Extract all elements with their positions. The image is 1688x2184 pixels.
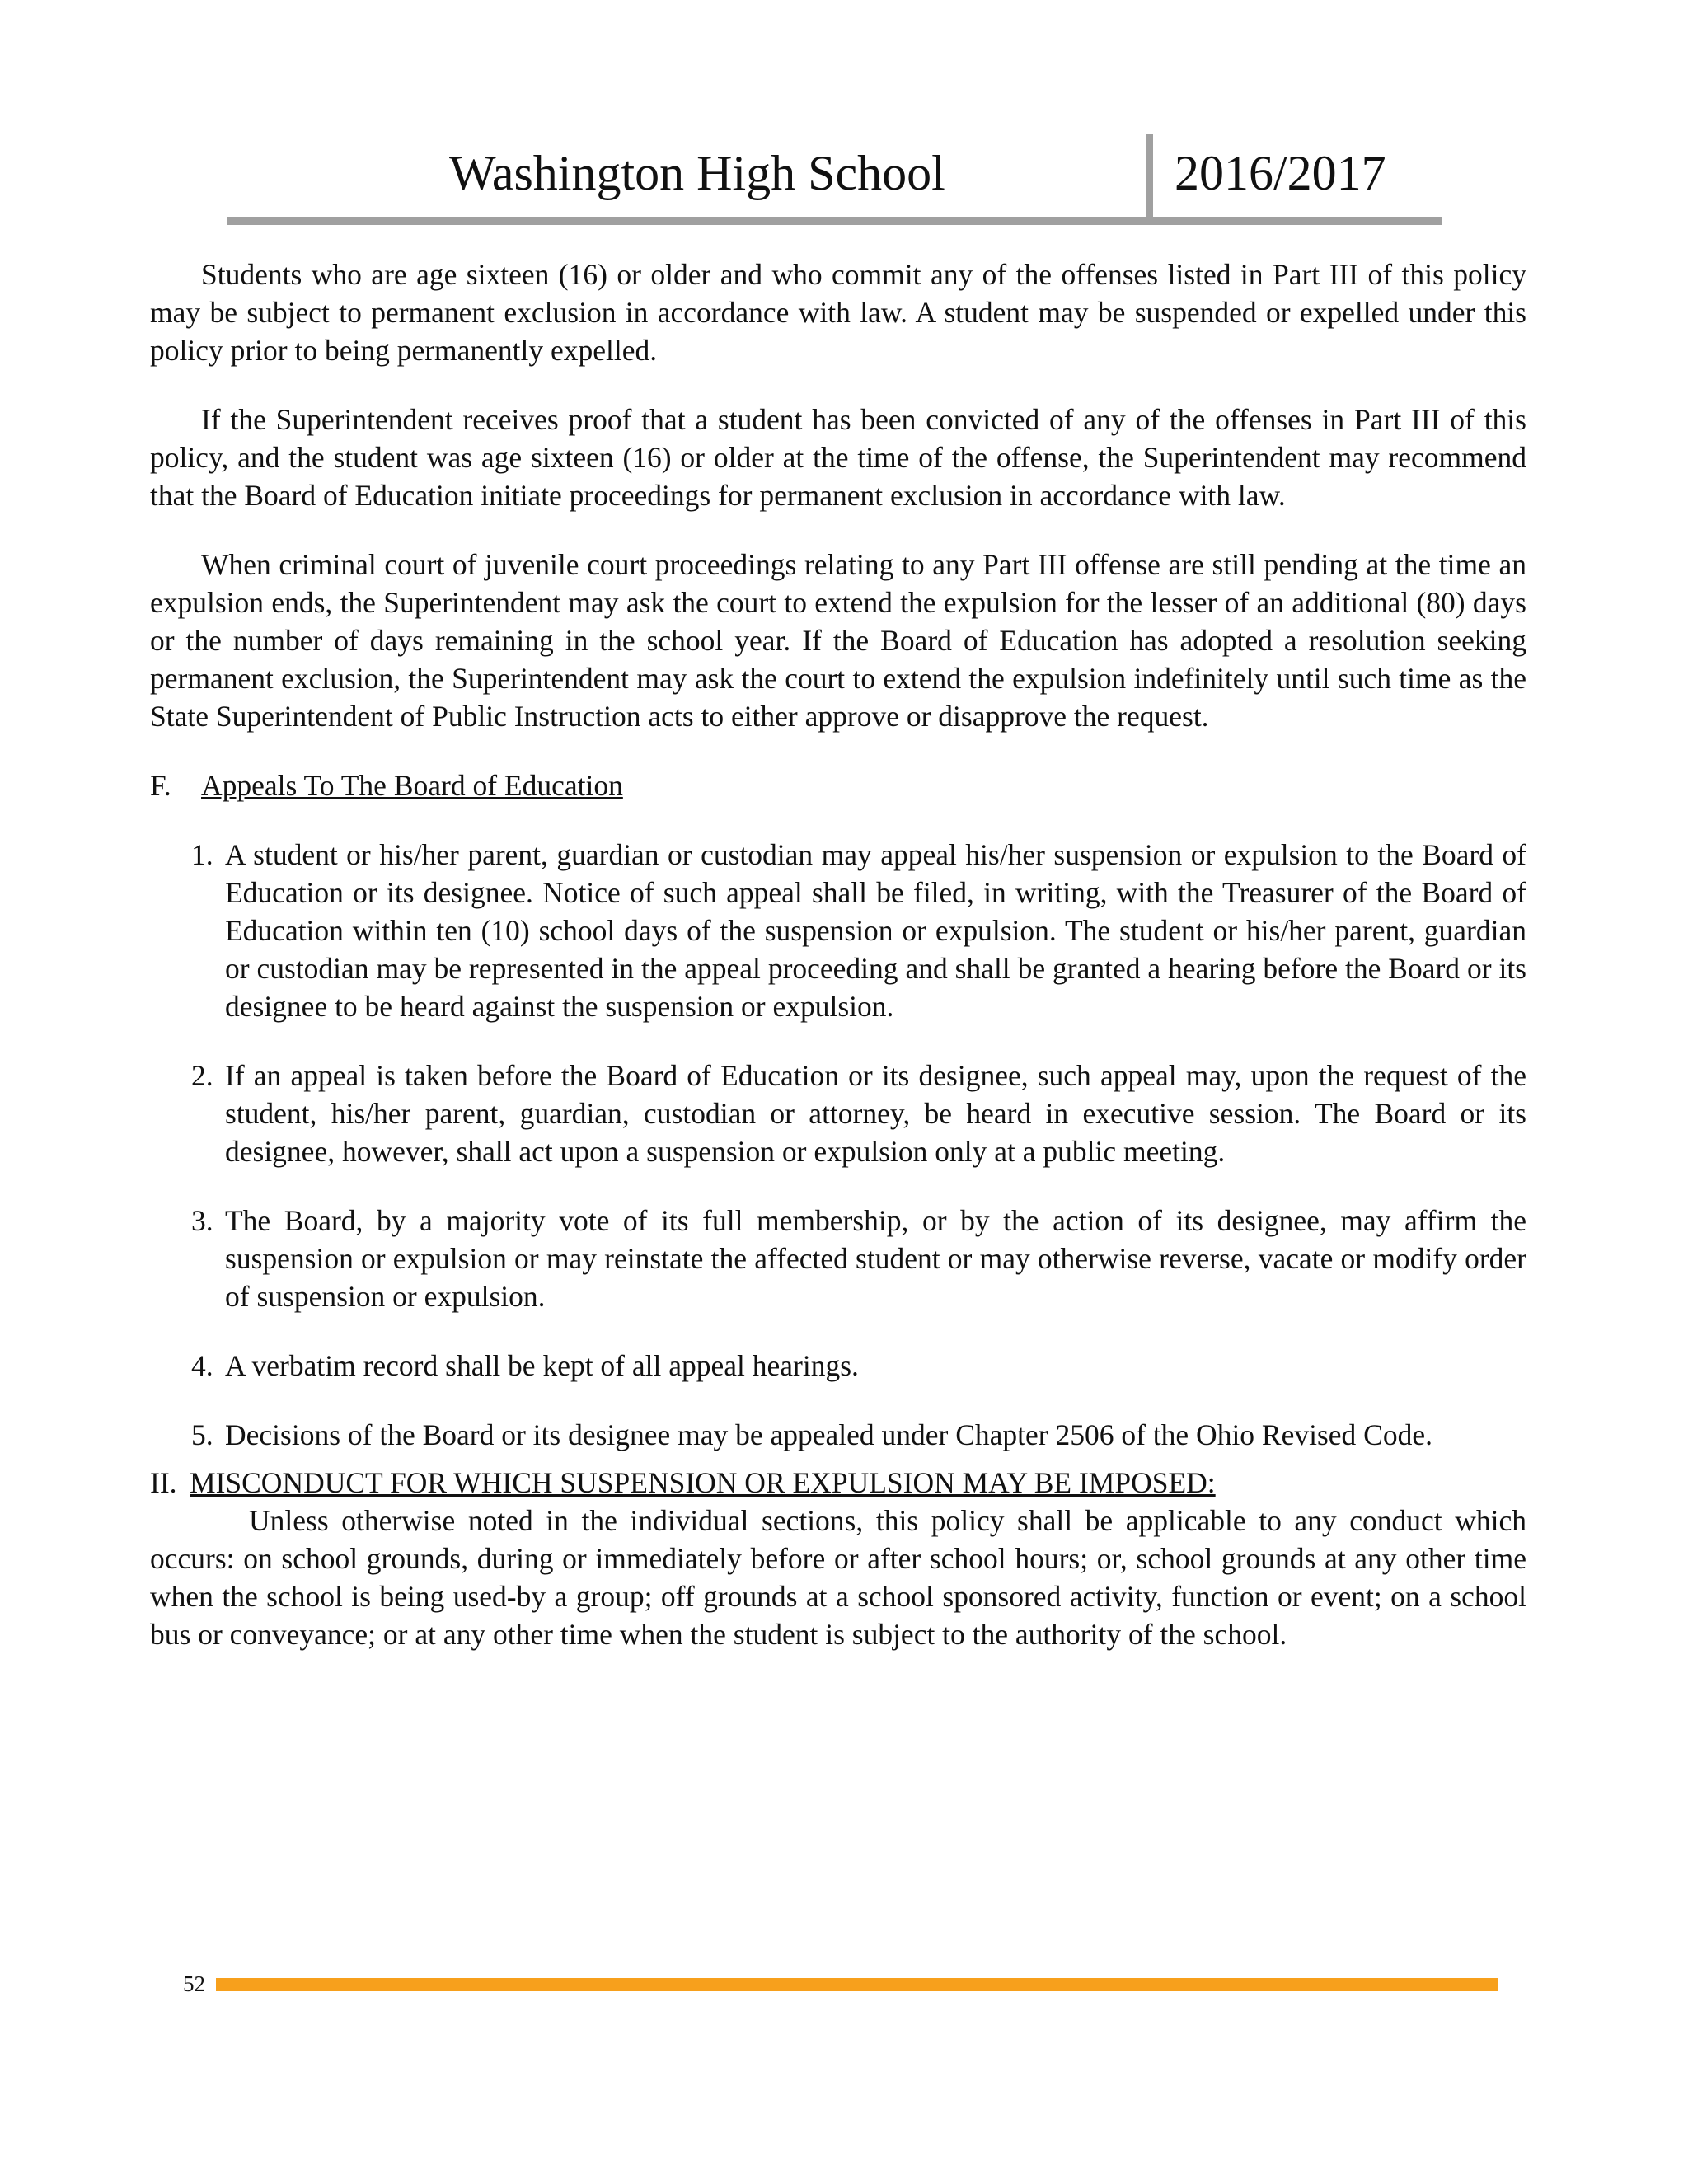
section-f-title: Appeals To The Board of Education <box>201 769 623 802</box>
section-f-heading <box>150 766 1526 804</box>
list-item <box>150 1416 1526 1454</box>
header-rule <box>227 217 1442 225</box>
section-two-heading <box>150 1464 1526 1502</box>
paragraph-misconduct-scope: Unless otherwise noted in the individual sections, this policy shall be applicable to any conduct which occurs: on school grounds, during or immediately before or after school hours; or, school grounds at any other time when the school is being used-by a group; off grounds at a school sponsored activity, function or event; on a school bus or conveyance; or at any other time when the student is subject to the authority of the school. <box>150 1504 1526 1651</box>
list-item-number: 2. <box>191 1059 213 1092</box>
list-item-text: A verbatim record shall be kept of all appeal hearings. <box>225 1349 859 1382</box>
paragraph-court-proceedings: When criminal court of juvenile court proceedings relating to any Part III offense are still pending at the time an expulsion ends, the Superintendent may ask the court to extend the expulsion for the lesser of an additional (80) days or the number of days remaining in the school year. If the Board of Education has adopted a resolution seeking permanent exclusion, the Superintendent may ask the court to extend the expulsion indefinitely until such time as the State Superintendent of Public Instruction acts to either approve or disapprove the request. <box>150 548 1526 733</box>
list-item <box>150 1202 1526 1315</box>
page-content <box>150 255 1526 1653</box>
list-item-number: 3. <box>191 1204 213 1237</box>
header-divider <box>1146 134 1153 220</box>
paragraph-superintendent-proof: If the Superintendent receives proof that a student has been convicted of any of the offenses in Part III of this policy, and the student was age sixteen (16) or older at the time of the offense, the Superintendent may recommend that the Board of Education initiate proceedings for permanent exclusion in accordance with law. <box>150 403 1526 512</box>
list-item-text: If an appeal is taken before the Board of Education or its designee, such appeal may, upon the request of the student, his/her parent, guardian, custodian or attorney, be heard in executive session. The Board or its designee, however, shall act upon a suspension or expulsion only at a public meeting. <box>225 1059 1526 1168</box>
section-two-marker: II. <box>150 1466 177 1499</box>
list-item-number: 4. <box>191 1349 213 1382</box>
paragraph-permanent-exclusion: Students who are age sixteen (16) or older and who commit any of the offenses listed in Part III of this policy may be subject to permanent exclusion in accordance with law. A student may be suspended or expelled under this policy prior to being permanently expelled. <box>150 258 1526 367</box>
list-item-number: 5. <box>191 1418 213 1451</box>
list-item-text: A student or his/her parent, guardian or custodian may appeal his/her suspension or expulsion to the Board of Education or its designee. Notice of such appeal shall be filed, in writing, with the Treasurer of the Board of Education within ten (10) school days of the suspension or expulsion. The student or his/her parent, guardian or custodian may be represented in the appeal proceeding and shall be granted a hearing before the Board or its designee to be heard against the suspension or expulsion. <box>225 838 1526 1023</box>
list-item <box>150 836 1526 1025</box>
footer-bar <box>216 1978 1498 1991</box>
list-item-number: 1. <box>191 838 213 871</box>
school-year: 2016/2017 <box>1175 146 1386 200</box>
appeals-list <box>150 836 1526 1454</box>
list-item-text: The Board, by a majority vote of its full membership, or by the action of its designee, may affirm the suspension or expulsion or may reinstate the affected student or may otherwise reverse, vacate or modify order of suspension or expulsion. <box>225 1204 1526 1313</box>
section-f-marker: F. <box>150 769 171 802</box>
list-item <box>150 1347 1526 1385</box>
page-number: 52 <box>183 1971 205 1996</box>
list-item-text: Decisions of the Board or its designee may be appealed under Chapter 2506 of the Ohio Revised Code. <box>225 1418 1432 1451</box>
school-name: Washington High School <box>449 146 945 200</box>
list-item <box>150 1057 1526 1170</box>
page-footer <box>183 1970 1502 2003</box>
page-header <box>227 140 1442 223</box>
section-two-title: MISCONDUCT FOR WHICH SUSPENSION OR EXPULSION MAY BE IMPOSED: <box>190 1466 1216 1499</box>
